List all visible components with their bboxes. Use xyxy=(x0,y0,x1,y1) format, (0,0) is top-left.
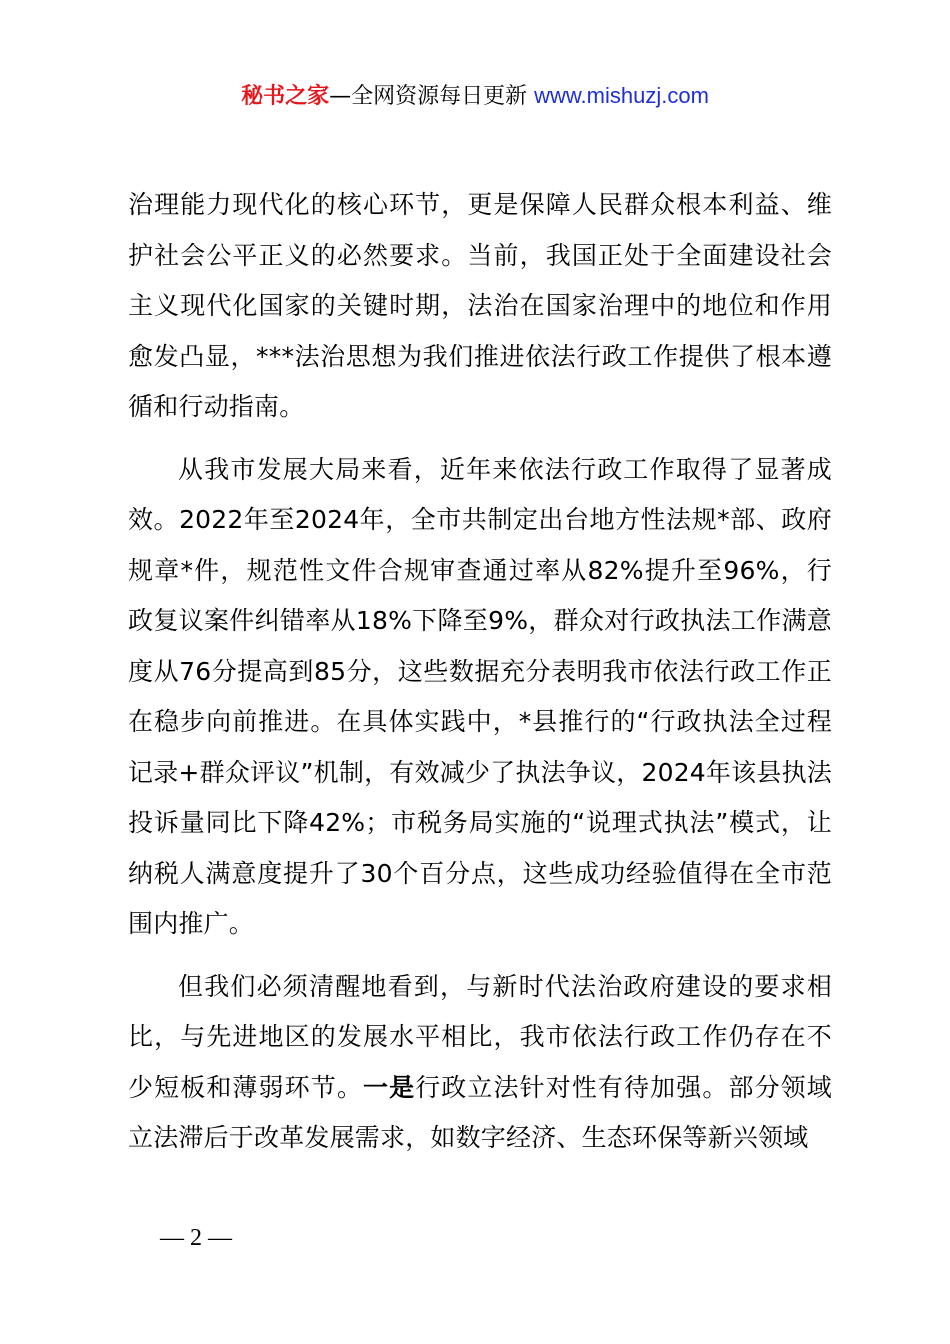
paragraph-3 xyxy=(128,962,832,1164)
emphasis-first-point: 一是 xyxy=(362,1072,416,1102)
paragraph-1: 治理能力现代化的核心环节，更是保障人民群众根本利益、维护社会公平正义的必然要求。当前，我国正处于全面建设社会主义现代化国家的关键时期，法治在国家治理中的地位和作用愈发凸显，***法治思想为我们推进依法行政工作提供了根本遵循和行动指南。 xyxy=(128,190,832,421)
page-number: — 2 — xyxy=(160,1225,232,1251)
document-body xyxy=(128,180,832,1164)
header-tagline: —全网资源每日更新 xyxy=(329,84,528,109)
website-url[interactable]: www.mishuzj.com xyxy=(534,83,709,108)
page-header xyxy=(0,80,950,113)
paragraph-3-lead: 但我们必须清醒地看到，与新时代法治政府建设的要求相比，与先进地区的发展水平相比，我市依法行政工作仍存在不少短板和薄弱环节。 xyxy=(128,971,832,1102)
brand-name: 秘书之家 xyxy=(241,84,330,109)
paragraph-2: 从我市发展大局来看，近年来依法行政工作取得了显著成效。2022年至2024年，全市共制定出台地方性法规*部、政府规章*件，规范性文件合规审查通过率从82%提升至96%，行政复议案件纠错率从18%下降至9%，群众对行政执法工作满意度从76分提高到85分，这些数据充分表明我市依法行政工作正在稳步向前推进。在具体实践中，*县推行的“行政执法全过程记录+群众评议”机制，有效减少了执法争议，2024年该县执法投诉量同比下降42%；市税务局实施的“说理式执法”模式，让纳税人满意度提升了30个百分点，这些成功经验值得在全市范围内推广。 xyxy=(128,454,832,938)
paragraph-3-rest: 行政立法针对性有待加强。部分领域立法滞后于改革发展需求，如数字经济、生态环保等新兴领域 xyxy=(128,1072,832,1152)
